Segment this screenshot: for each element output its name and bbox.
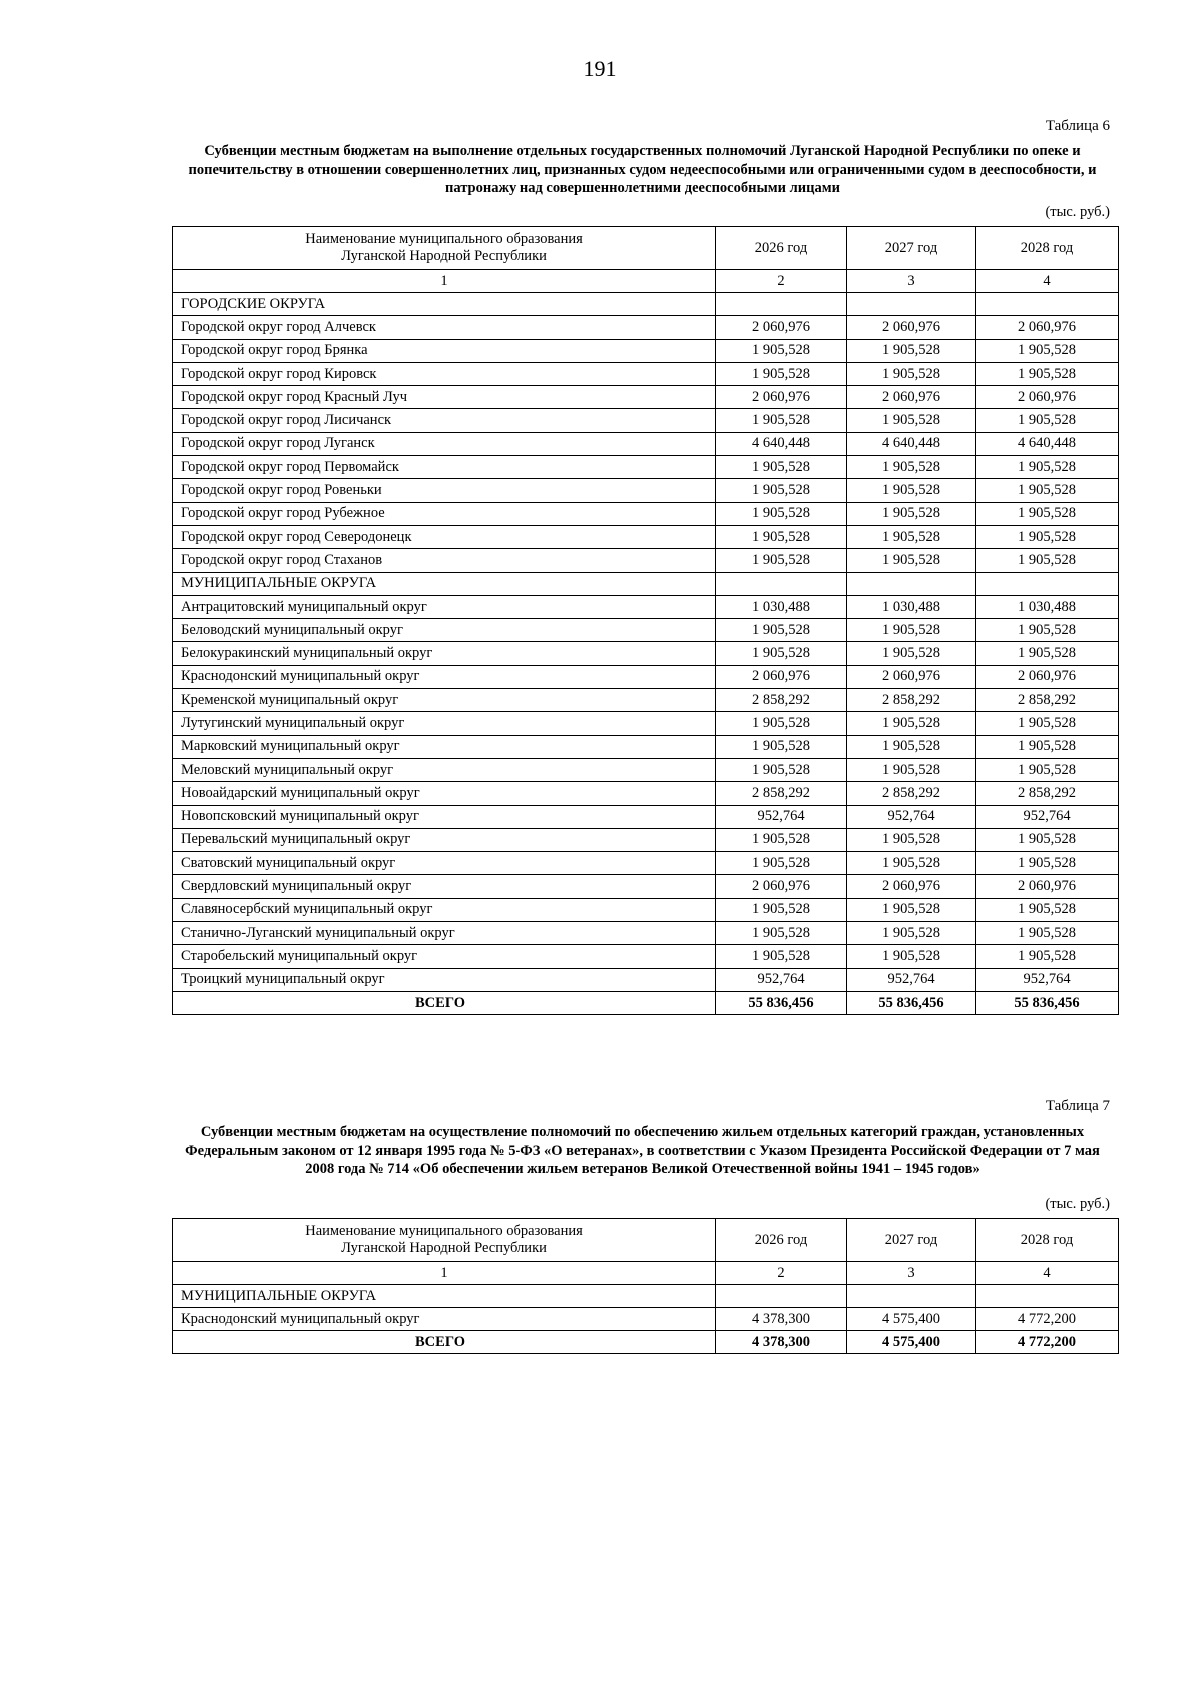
table-row (173, 316, 1119, 339)
row-value: 2 060,976 (716, 665, 847, 688)
row-name: Беловодский муниципальный округ (173, 619, 716, 642)
table-row (173, 735, 1119, 758)
table6 (172, 226, 1119, 1015)
column-number: 4 (976, 270, 1119, 293)
total-value: 55 836,456 (716, 991, 847, 1014)
table-row (173, 595, 1119, 618)
total-label: ВСЕГО (173, 991, 716, 1014)
total-row (173, 1331, 1119, 1354)
row-value: 4 772,200 (976, 1308, 1119, 1331)
table-row (173, 805, 1119, 828)
row-name: Новопсковский муниципальный округ (173, 805, 716, 828)
row-name: Городской округ город Стаханов (173, 549, 716, 572)
row-value: 1 905,528 (976, 456, 1119, 479)
row-value: 1 905,528 (716, 362, 847, 385)
row-name: Белокуракинский муниципальный округ (173, 642, 716, 665)
row-value: 1 905,528 (847, 479, 976, 502)
empty-cell (716, 293, 847, 316)
row-name: Городской округ город Красный Луч (173, 386, 716, 409)
total-value: 4 575,400 (847, 1331, 976, 1354)
total-value: 55 836,456 (847, 991, 976, 1014)
row-name: Городской округ город Рубежное (173, 502, 716, 525)
table7 (172, 1218, 1119, 1354)
table-row (173, 712, 1119, 735)
column-number: 2 (716, 270, 847, 293)
column-number: 1 (173, 270, 716, 293)
row-value: 2 858,292 (976, 782, 1119, 805)
section-title: ГОРОДСКИЕ ОКРУГА (173, 293, 716, 316)
row-value: 952,764 (976, 805, 1119, 828)
row-name: Свердловский муниципальный округ (173, 875, 716, 898)
table-row (173, 502, 1119, 525)
table-row (173, 665, 1119, 688)
section-row (173, 572, 1119, 595)
row-value: 4 640,448 (976, 432, 1119, 455)
section-title: МУНИЦИПАЛЬНЫЕ ОКРУГА (173, 1285, 716, 1308)
row-name: Старобельский муниципальный округ (173, 945, 716, 968)
row-value: 1 905,528 (716, 898, 847, 921)
row-value: 1 905,528 (976, 922, 1119, 945)
table6-label: Таблица 6 (1045, 118, 1110, 134)
row-value: 1 905,528 (976, 479, 1119, 502)
total-label: ВСЕГО (173, 1331, 716, 1354)
row-name: Городской округ город Лисичанск (173, 409, 716, 432)
row-name: Станично-Луганский муниципальный округ (173, 922, 716, 945)
row-value: 1 905,528 (716, 502, 847, 525)
column-number: 1 (173, 1262, 716, 1285)
row-value: 952,764 (716, 968, 847, 991)
table-row (173, 339, 1119, 362)
table-row (173, 362, 1119, 385)
table7-units: (тыс. руб.) (1045, 1196, 1110, 1212)
table-row (173, 409, 1119, 432)
section-row (173, 293, 1119, 316)
table-row (173, 968, 1119, 991)
row-value: 2 060,976 (847, 386, 976, 409)
row-value: 1 905,528 (716, 619, 847, 642)
row-name: Антрацитовский муниципальный округ (173, 595, 716, 618)
row-value: 2 858,292 (847, 689, 976, 712)
row-value: 1 905,528 (716, 758, 847, 781)
row-value: 1 905,528 (976, 549, 1119, 572)
empty-cell (716, 572, 847, 595)
row-value: 1 905,528 (847, 339, 976, 362)
table-row (173, 386, 1119, 409)
row-value: 1 905,528 (716, 339, 847, 362)
row-value: 1 905,528 (847, 852, 976, 875)
row-name: Городской округ город Ровеньки (173, 479, 716, 502)
header-2026: 2026 год (716, 1219, 847, 1262)
row-value: 1 905,528 (716, 828, 847, 851)
table6-units: (тыс. руб.) (1045, 204, 1110, 220)
row-name: Троицкий муниципальный округ (173, 968, 716, 991)
total-value: 4 378,300 (716, 1331, 847, 1354)
row-value: 1 905,528 (976, 852, 1119, 875)
row-value: 1 905,528 (847, 502, 976, 525)
row-value: 2 060,976 (716, 386, 847, 409)
table-row (173, 758, 1119, 781)
total-value: 4 772,200 (976, 1331, 1119, 1354)
row-value: 1 905,528 (847, 549, 976, 572)
row-value: 1 905,528 (976, 898, 1119, 921)
row-value: 1 905,528 (716, 712, 847, 735)
row-name: Перевальский муниципальный округ (173, 828, 716, 851)
row-value: 1 905,528 (847, 362, 976, 385)
row-value: 2 060,976 (976, 316, 1119, 339)
row-value: 1 905,528 (847, 735, 976, 758)
row-value: 2 060,976 (976, 665, 1119, 688)
column-numbers-row (173, 270, 1119, 293)
row-value: 1 905,528 (976, 945, 1119, 968)
row-value: 1 905,528 (847, 945, 976, 968)
row-name: Кременской муниципальный округ (173, 689, 716, 712)
row-value: 1 905,528 (716, 456, 847, 479)
section-row (173, 1285, 1119, 1308)
table-row (173, 875, 1119, 898)
row-value: 1 905,528 (976, 502, 1119, 525)
empty-cell (847, 1285, 976, 1308)
table6-title: Субвенции местным бюджетам на выполнение отдельных государственных полномочий Луганской Народной Республики по опеке и попечительству в отношении совершеннолетних лиц, признанных судом недееспособными или ограниченными судом в дееспособности, и патронажу над совершеннолетними дееспособными лицами (188, 143, 1097, 196)
row-name: Славяносербский муниципальный округ (173, 898, 716, 921)
row-value: 1 905,528 (716, 642, 847, 665)
row-value: 4 575,400 (847, 1308, 976, 1331)
row-value: 2 060,976 (847, 665, 976, 688)
row-value: 1 905,528 (976, 712, 1119, 735)
row-value: 1 030,488 (976, 595, 1119, 618)
row-name: Городской округ город Алчевск (173, 316, 716, 339)
row-value: 2 858,292 (716, 689, 847, 712)
row-value: 1 905,528 (847, 409, 976, 432)
row-value: 1 905,528 (716, 409, 847, 432)
column-numbers-row (173, 1262, 1119, 1285)
page-number: 191 (583, 56, 617, 81)
header-2028: 2028 год (976, 227, 1119, 270)
table-row (173, 828, 1119, 851)
row-value: 1 905,528 (716, 549, 847, 572)
row-value: 2 858,292 (976, 689, 1119, 712)
table-row (173, 782, 1119, 805)
table-row (173, 456, 1119, 479)
row-value: 2 060,976 (847, 316, 976, 339)
row-value: 1 905,528 (976, 409, 1119, 432)
header-2027: 2027 год (847, 1219, 976, 1262)
row-value: 1 905,528 (847, 456, 976, 479)
column-number: 4 (976, 1262, 1119, 1285)
table-row (173, 432, 1119, 455)
row-name: Лутугинский муниципальный округ (173, 712, 716, 735)
table-row (173, 525, 1119, 548)
column-number: 3 (847, 1262, 976, 1285)
row-value: 1 905,528 (716, 479, 847, 502)
table-row (173, 549, 1119, 572)
row-value: 2 858,292 (847, 782, 976, 805)
row-value: 1 905,528 (716, 922, 847, 945)
row-value: 1 905,528 (976, 619, 1119, 642)
row-value: 1 905,528 (847, 525, 976, 548)
row-value: 2 060,976 (847, 875, 976, 898)
row-value: 952,764 (976, 968, 1119, 991)
row-value: 952,764 (847, 805, 976, 828)
row-value: 952,764 (716, 805, 847, 828)
total-row (173, 991, 1119, 1014)
row-value: 1 905,528 (976, 758, 1119, 781)
row-value: 2 060,976 (716, 875, 847, 898)
row-value: 1 905,528 (976, 339, 1119, 362)
row-value: 1 905,528 (976, 642, 1119, 665)
row-value: 952,764 (847, 968, 976, 991)
row-value: 1 030,488 (716, 595, 847, 618)
row-value: 2 060,976 (716, 316, 847, 339)
section-title: МУНИЦИПАЛЬНЫЕ ОКРУГА (173, 572, 716, 595)
row-value: 4 378,300 (716, 1308, 847, 1331)
header-2027: 2027 год (847, 227, 976, 270)
header-2028: 2028 год (976, 1219, 1119, 1262)
empty-cell (847, 293, 976, 316)
row-name: Городской округ город Луганск (173, 432, 716, 455)
row-value: 1 905,528 (847, 898, 976, 921)
column-number: 3 (847, 270, 976, 293)
row-name: Краснодонский муниципальный округ (173, 665, 716, 688)
row-value: 1 905,528 (847, 828, 976, 851)
table6-header-row (173, 227, 1119, 270)
row-value: 2 060,976 (976, 386, 1119, 409)
row-name: Городской округ город Кировск (173, 362, 716, 385)
row-value: 2 858,292 (716, 782, 847, 805)
row-value: 4 640,448 (716, 432, 847, 455)
row-name: Сватовский муниципальный округ (173, 852, 716, 875)
row-value: 1 905,528 (716, 735, 847, 758)
empty-cell (976, 1285, 1119, 1308)
row-value: 1 905,528 (716, 945, 847, 968)
row-value: 1 905,528 (847, 922, 976, 945)
table-row (173, 852, 1119, 875)
header-name: Наименование муниципального образования Луганской Народной Республики (173, 227, 716, 270)
table-row (173, 642, 1119, 665)
row-name: Городской округ город Первомайск (173, 456, 716, 479)
row-value: 1 905,528 (716, 852, 847, 875)
row-value: 1 905,528 (847, 712, 976, 735)
header-name: Наименование муниципального образования Луганской Народной Республики (173, 1219, 716, 1262)
column-number: 2 (716, 1262, 847, 1285)
table7-title: Субвенции местным бюджетам на осуществление полномочий по обеспечению жильем отдельных категорий граждан, установленных Федеральным законом от 12 января 1995 года № 5-ФЗ «О ветеранах», в соответствии с Указом Президента Российской Федерации от 7 мая 2008 года № 714 «Об обеспечении жильем ветеранов Великой Отечественной войны 1941 – 1945 годов» (185, 1124, 1100, 1177)
table-row (173, 479, 1119, 502)
empty-cell (716, 1285, 847, 1308)
row-value: 1 905,528 (976, 735, 1119, 758)
row-value: 1 905,528 (976, 828, 1119, 851)
row-value: 1 905,528 (847, 758, 976, 781)
row-name: Марковский муниципальный округ (173, 735, 716, 758)
table-row (173, 689, 1119, 712)
row-value: 1 905,528 (847, 642, 976, 665)
row-name: Городской округ город Брянка (173, 339, 716, 362)
table-row (173, 898, 1119, 921)
empty-cell (847, 572, 976, 595)
table-row (173, 1308, 1119, 1331)
row-value: 1 030,488 (847, 595, 976, 618)
empty-cell (976, 572, 1119, 595)
table-row (173, 922, 1119, 945)
row-value: 4 640,448 (847, 432, 976, 455)
row-value: 1 905,528 (847, 619, 976, 642)
total-value: 55 836,456 (976, 991, 1119, 1014)
row-value: 2 060,976 (976, 875, 1119, 898)
row-name: Меловский муниципальный округ (173, 758, 716, 781)
row-value: 1 905,528 (976, 362, 1119, 385)
table-row (173, 619, 1119, 642)
table-row (173, 945, 1119, 968)
header-2026: 2026 год (716, 227, 847, 270)
row-name: Новоайдарский муниципальный округ (173, 782, 716, 805)
row-name: Городской округ город Северодонецк (173, 525, 716, 548)
table7-header-row (173, 1219, 1119, 1262)
row-name: Краснодонский муниципальный округ (173, 1308, 716, 1331)
row-value: 1 905,528 (976, 525, 1119, 548)
empty-cell (976, 293, 1119, 316)
table7-label: Таблица 7 (1045, 1098, 1110, 1114)
row-value: 1 905,528 (716, 525, 847, 548)
